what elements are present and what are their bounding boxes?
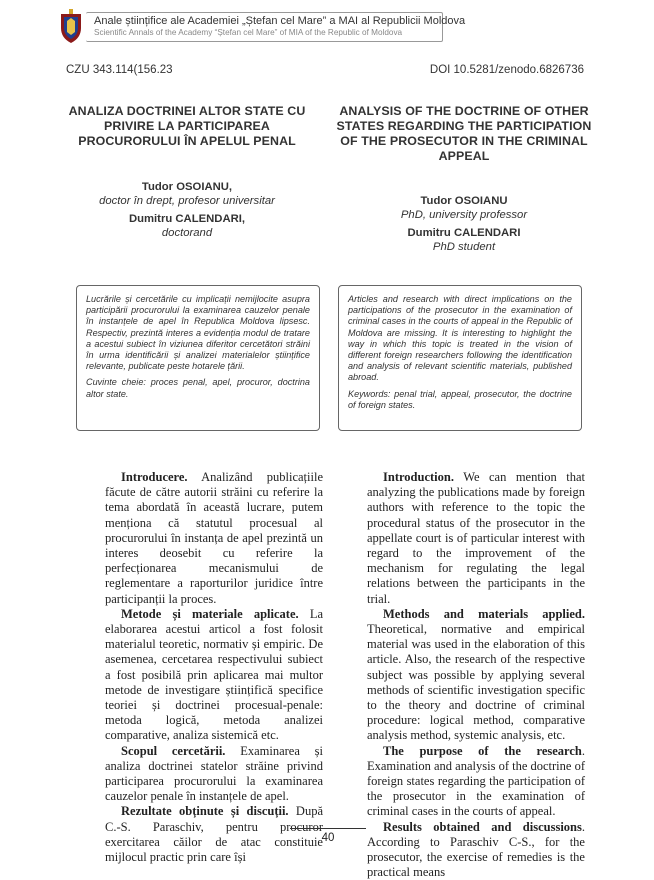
section-lead: Metode și materiale aplicate.	[121, 606, 299, 621]
paragraph	[367, 607, 585, 744]
paragraph	[367, 470, 585, 607]
journal-header	[58, 8, 466, 44]
paragraph	[105, 744, 323, 805]
section-lead: Results obtained and discussions	[383, 819, 582, 834]
paragraph-text: Examinarea și analiza doctrinei statelor străine privind participarea procurorului la examinarea cauzelor penale în instanțele de apel.	[105, 743, 323, 804]
journal-title-en: Scientific Annals of the Academy “Ștefan cel Mare” of MIA of the Republic of Moldova	[94, 28, 403, 37]
title-ro: ANALIZA DOCTRINEI ALTOR STATE CU PRIVIRE LA PARTICIPAREA PROCURORULUI ÎN APELUL PENAL	[68, 104, 306, 148]
section-lead: Introducere.	[121, 470, 188, 484]
paragraph-text: După C.-S. Paraschiv, pentru procuror exercitarea căilor de atac constituie mijlocul practic prin care își	[105, 804, 323, 865]
body-column-en	[367, 470, 585, 880]
section-lead: The purpose of the research	[383, 743, 582, 758]
footer-rule	[290, 828, 366, 829]
author1-name-ro: Tudor OSOIANU,	[141, 181, 233, 193]
paragraph	[367, 820, 585, 880]
paragraph-text: . According to Paraschiv C-S., for the prosecutor, the exercise of remedies is the practical means	[367, 819, 585, 880]
authors-ro	[53, 180, 321, 240]
author2-role-en: PhD student	[432, 241, 496, 253]
czu-code: CZU 343.114(156.23	[66, 64, 173, 76]
author2-name-ro: Dumitru CALENDARI,	[128, 213, 246, 225]
academy-crest-icon	[58, 8, 84, 44]
paragraph-text: Analizând publicațiile făcute de către autorii străini cu referire la tema abordată în această lucrare, putem menționa că statutul procesual al procurorului în instanța de apel prezintă un interes deosebit cu referire la perfecționarea mecanismului de reglementare a raporturilor juridice între participanții la proces.	[105, 470, 323, 606]
author1-role-ro: doctor în drept, profesor universitar	[99, 195, 275, 207]
abstract-box-ro	[76, 285, 320, 431]
keywords-ro: Cuvinte cheie: proces penal, apel, procuror, doctrina altor state.	[86, 377, 310, 399]
section-lead: Rezultate obținute și discuții.	[121, 804, 289, 819]
doi-link[interactable]: DOI 10.5281/zenodo.6826736	[429, 64, 584, 76]
author2-role-ro: doctorand	[161, 227, 213, 239]
section-lead: Methods and materials applied.	[383, 606, 585, 621]
journal-title-ro: Anale științifice ale Academiei „Ștefan cel Mare” a MAI al Republicii Moldova	[94, 15, 466, 27]
author2-name-en: Dumitru CALENDARI	[407, 227, 521, 239]
paragraph	[105, 607, 323, 744]
authors-en	[330, 194, 598, 254]
paragraph-text: . Examination and analysis of the doctrine of foreign states regarding the participation of the prosecutor in the examination of criminal cases in the courts of appeal.	[367, 743, 585, 819]
section-lead: Scopul cercetării.	[121, 743, 226, 758]
paragraph	[367, 744, 585, 820]
paragraph	[105, 470, 323, 607]
abstract-en: Articles and research with direct implications on the participations of the prosecutor in the examination of criminal cases in the courts of appeal in the Republic of Moldova are missing. It is interesting to highlight the way in which this topic is treated in the vision of different foreign researchers following the identification and analysis of relevant scientific materials, published abroad.	[348, 294, 572, 383]
paragraph-text: La elaborarea acestui articol a fost folosit materialul teoretic, normativ și empiric. De asemenea, cercetarea respectivului subiect a fost posibilă prin aplicarea mai multor metode de investigare științifică specifice teoriei și doctrinei procesual-penale: metoda logică, metoda analizei comparative, analiza sistemică etc.	[105, 606, 323, 743]
page-number: 40	[321, 832, 335, 844]
paragraph-text: Theoretical, normative and empirical material was used in the elaboration of this article. Also, the research of the respective subject was possible by applying several methods of scientific investigation specific to the theory and doctrine of criminal procedure: logical method, comparative analysis method, systemic analysis, etc.	[367, 622, 585, 743]
abstract-ro: Lucrările și cercetările cu implicații nemijlocite asupra participării procurorului la examinarea cauzelor penale în instanțele de apel în Republica Moldova lipsesc. Respectiv, prezintă interes a evidenția modul de tratare a acestui subiect în viziunea diferitor cercetători străini în urma identificării și analizei materialelor științifice relevante, publicate peste hotarele țării.	[86, 294, 310, 372]
abstract-box-en	[338, 285, 582, 431]
paragraph-text: We can mention that analyzing the publications made by foreign authors with reference to the topic the procedural status of the prosecutor in the appellate court is of particular interest with regard to the improvement of the mechanism for regulating the legal relations between the participants in the trial.	[367, 470, 585, 606]
author1-name-en: Tudor OSOIANU	[420, 195, 508, 207]
author1-role-en: PhD, university professor	[400, 209, 528, 221]
title-en: ANALYSIS OF THE DOCTRINE OF OTHER STATES REGARDING THE PARTICIPATION OF THE PROSECUTOR IN THE CRIMINAL APPEAL	[336, 104, 592, 163]
keywords-en: Keywords: penal trial, appeal, prosecutor, the doctrine of foreign states.	[348, 388, 572, 410]
section-lead: Introduction.	[383, 470, 454, 484]
body-column-ro	[105, 470, 323, 865]
